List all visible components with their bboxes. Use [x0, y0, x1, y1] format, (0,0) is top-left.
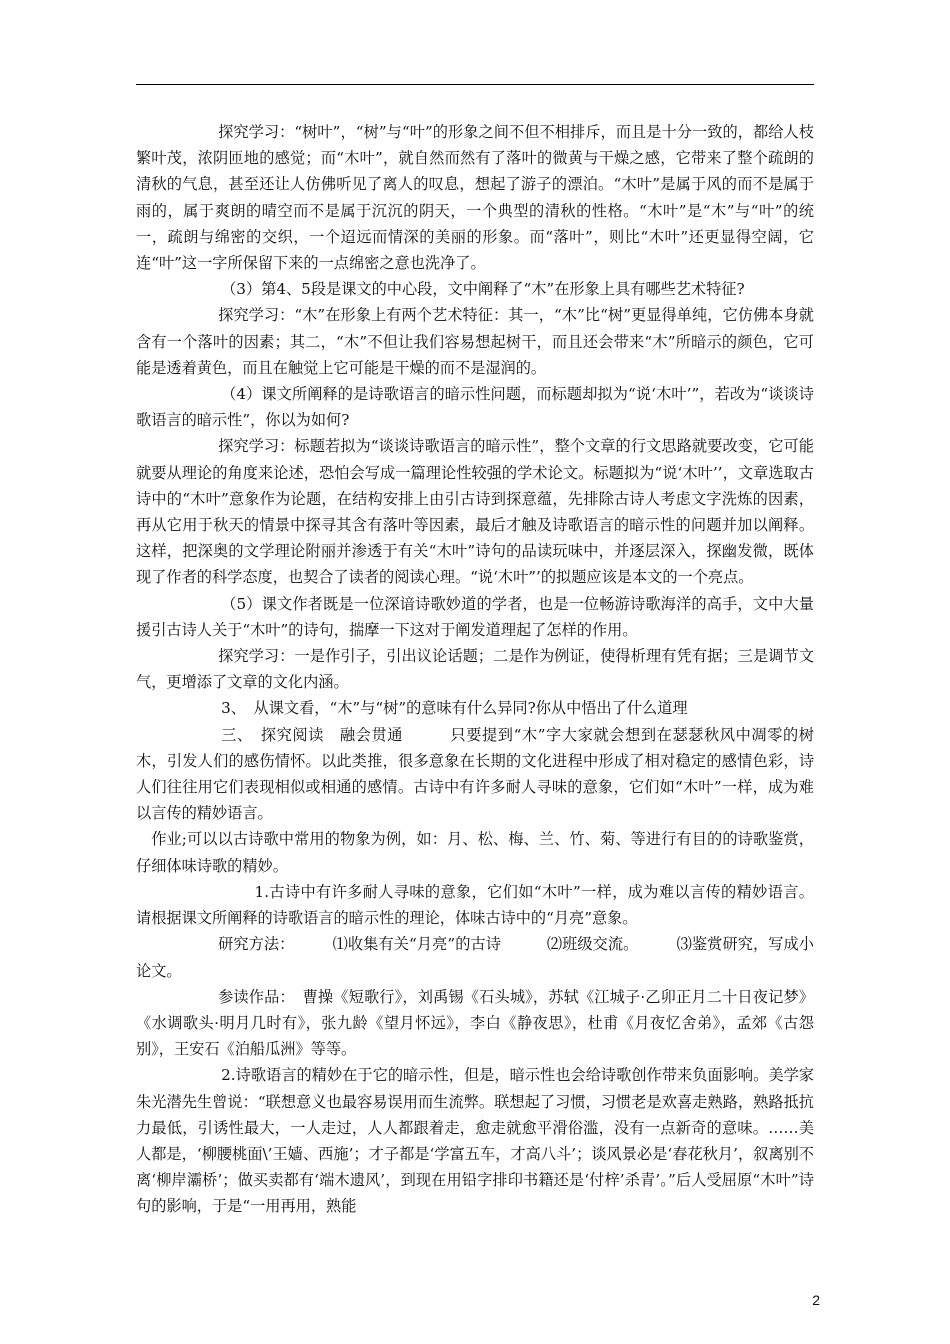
- header-rule: [136, 84, 814, 85]
- paragraph: 探究学习：标题若拟为“谈谈诗歌语言的暗示性”，整个文章的行文思路就要改变，它可能就要从理论的角度来论述，恐怕会写成一篇理论性较强的学术论文。标题拟为“说‘木叶’’，文章选取古诗中的“木叶”意象作为论题，在结构安排上由引古诗到探意蕴，先排除古诗人考虑文字洗炼的因素，再从它用于秋天的情景中探寻其含有落叶等因素，最后才触及诗歌语言的暗示性的问题并加以阐释。这样，把深奥的文学理论附丽并渗透于有关“木叶”诗句的品读玩味中，并逐层深入，探幽发微，既体现了作者的科学态度，也契合了读者的阅读心理。“说‘木叶”’的拟题应该是本文的一个亮点。: [136, 437, 814, 587]
- paragraph: 1.古诗中有许多耐人寻味的意象，它们如“木叶”一样，成为难以言传的精妙语言。请根据课文所阐释的诗歌语言的暗示性的理论，体味古诗中的“月亮”意象。: [136, 882, 814, 928]
- page-number: 2: [812, 1292, 820, 1308]
- paragraph: 参读作品： 曹操《短歌行》，刘禹锡《石头城》，苏轼《江城子·乙卯正月二十日夜记梦》《水调歌头·明月几时有》，张九龄《望月怀远》，李白《静夜思》，杜甫《月夜忆舍弟》，孟郊《古怨别》，王安石《泊船瓜洲》等等。: [136, 987, 814, 1059]
- paragraph: 探究学习：一是作引子，引出议论话题；二是作为例证，使得析理有凭有据；三是调节文气，更增添了文章的文化内涵。: [136, 647, 814, 692]
- paragraph: 探究学习：“木”在形象上有两个艺术特征：其一，“木”比“树”更显得单纯，它仿佛本身就含有一个落叶的因素；其二，“木”不但让我们容易想起树干，而且还会带来“木”所暗示的颜色，它可能是透着黄色，而且在触觉上它可能是干燥的而不是湿润的。: [136, 306, 814, 377]
- paragraph: 三、 探究阅读 融会贯通 只要提到“木”字大家就会想到在瑟瑟秋风中凋零的树木，引发人们的感伤情怀。以此类推，很多意象在长期的文化进程中形成了相对稳定的感情色彩，诗人们往往用它们表现相似或相通的感情。古诗中有许多耐人寻味的意象，它们如“木叶”一样，成为难以言传的精妙语言。: [136, 725, 814, 823]
- document-body: [136, 119, 814, 1220]
- paragraph: 作业;可以以古诗歌中常用的物象为例，如：月、松、梅、兰、竹、菊、等进行有目的的诗歌鉴赏，仔细体味诗歌的精妙。: [136, 830, 814, 875]
- paragraph: 2.诗歌语言的精妙在于它的暗示性，但是，暗示性也会给诗歌创作带来负面影响。美学家朱光潜先生曾说：“联想意义也最容易误用而生流弊。联想起了习惯，习惯老是欢喜走熟路，熟路抵抗力最低，引诱性最大，一人走过，人人都跟着走，愈走就愈平滑俗滥，没有一点新奇的意味。……美人都是，‘柳腰桃面\’王嫱、西施’；才子都是‘学富五车，才高八斗’；谈风景必是‘春花秋月’，叙离别不离‘柳岸灞桥’；做买卖都有‘端木遗风’，到现在用铅字排印书籍还是‘付梓’杀青’。”后人受屈原“木叶”诗句的影响，于是“一用再用，熟能: [136, 1066, 814, 1216]
- paragraph: 探究学习：“树叶”，“树”与“叶”的形象之间不但不相排斥，而且是十分一致的，都给人枝繁叶茂，浓阴匝地的感觉；而“木叶”，就自然而然有了落叶的微黄与干燥之感，它带来了整个疏朗的清秋的气息，甚至还让人仿佛听见了离人的叹息，想起了游子的漂泊。“木叶”是属于风的而不是属于雨的，属于爽朗的晴空而不是属于沉沉的阴天，一个典型的清秋的性格。“木叶”是“木”与“叶”的统一，疏朗与绵密的交织，一个迢远而情深的美丽的形象。而“落叶”，则比“木叶”还更显得空阔，它连“叶”这一字所保留下来的一点绵密之意也洗净了。: [136, 123, 814, 273]
- paragraph: （4）课文所阐释的是诗歌语言的暗示性问题，而标题却拟为“说‘木叶’”，若改为“谈谈诗歌语言的暗示性”，你以为如何?: [136, 385, 814, 430]
- paragraph: 3、 从课文看，“木”与“树”的意味有什么异同?你从中悟出了什么道理: [221, 699, 688, 718]
- paragraph: （3）第4、5段是课文的中心段，文中阐释了“木”在形象上具有哪些艺术特征?: [221, 280, 745, 299]
- paragraph: （5）课文作者既是一位深谙诗歌妙道的学者，也是一位畅游诗歌海洋的高手，文中大量援引古诗人关于“木叶”的诗句，揣摩一下这对于阐发道理起了怎样的作用。: [136, 594, 814, 639]
- paragraph: 研究方法： ⑴收集有关“月亮”的古诗 ⑵班级交流。 ⑶鉴赏研究，写成小论文。: [136, 935, 814, 980]
